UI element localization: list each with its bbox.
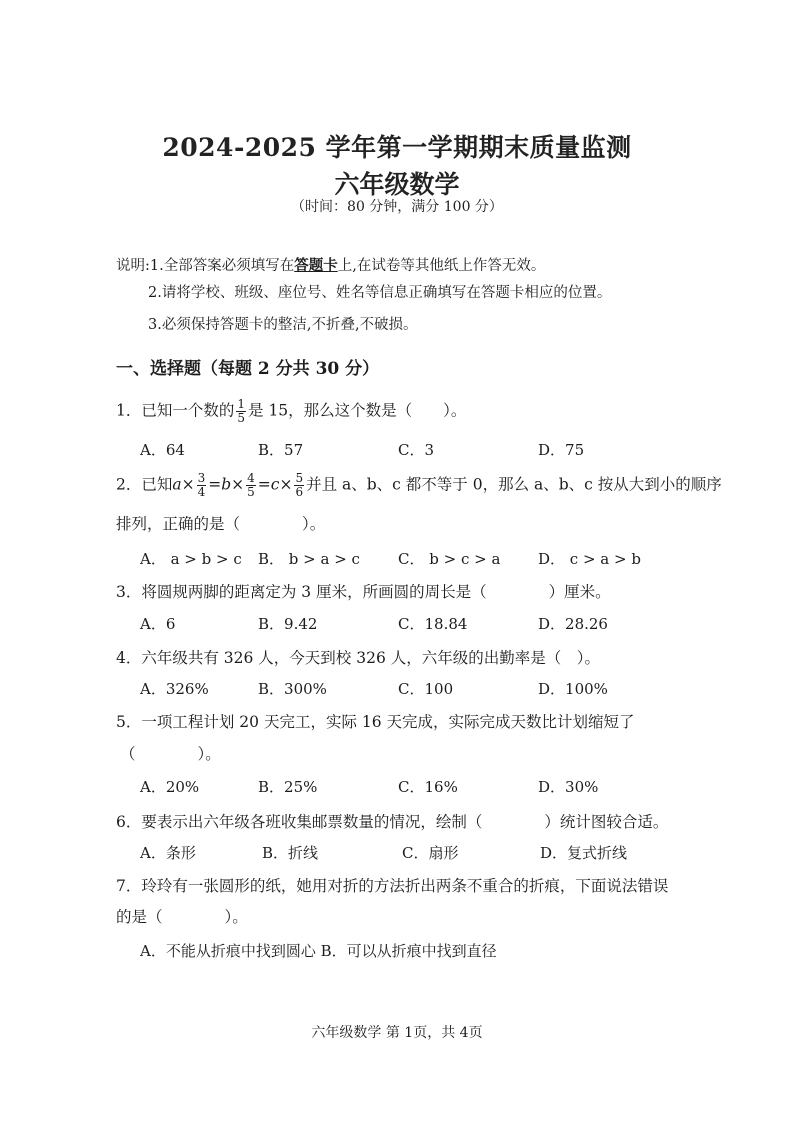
q5-option-c: C．16%: [398, 778, 458, 796]
q5-option-b: B．25%: [258, 778, 318, 796]
q1-option-d: D．75: [538, 441, 585, 459]
q1-text-post: 是 15，那么这个数是（ ）。: [248, 401, 467, 420]
q2-frac2-num: 4: [247, 471, 255, 485]
q1-option-b: B．57: [258, 441, 304, 459]
answer-card-emphasis: 答题卡: [294, 257, 338, 274]
exam-subtitle: 六年级数学: [334, 170, 460, 199]
question-6: 6．要表示出六年级各班收集邮票数量的情况，绘制（ ）统计图较合适。: [116, 813, 669, 831]
exam-title: 2024-2025 学年第一学期期末质量监测: [162, 133, 632, 162]
q4-option-b: B．300%: [258, 680, 327, 698]
q2-fraction-3: [294, 472, 304, 499]
q3-option-a: A．6: [140, 615, 176, 633]
q7-line-2: 的是（ ）。: [116, 908, 248, 926]
q2-expr-c: =c×: [257, 475, 293, 494]
q2-text-a: 2．已知: [116, 475, 173, 494]
q4-option-d: D．100%: [538, 680, 608, 698]
q1-frac-num: 1: [237, 397, 246, 411]
question-2: [116, 472, 722, 499]
q1-text-pre: 1．已知一个数的: [116, 401, 235, 420]
q2-frac3-den: 6: [295, 485, 304, 499]
q3-option-c: C．18.84: [398, 615, 468, 633]
section-title: 一、选择题（每题 2 分共 30 分）: [116, 359, 380, 379]
q2-frac2-den: 5: [247, 485, 255, 499]
q1-option-a: A．64: [140, 441, 185, 459]
question-3: 3．将圆规两脚的距离定为 3 厘米，所画圆的周长是（ ）厘米。: [116, 583, 611, 601]
q6-option-b: B．折线: [262, 844, 319, 862]
instruction-2: 2.请将学校、班级、座位号、姓名等信息正确填写在答题卡相应的位置。: [148, 285, 612, 301]
q2-line-2: 排列，正确的是（ ）。: [116, 515, 326, 533]
time-note: （时间：80 分钟，满分 100 分）: [291, 199, 503, 215]
q6-option-c: C．扇形: [402, 844, 459, 862]
page-footer: 六年级数学 第 1页，共 4页: [311, 1025, 483, 1041]
q4-option-a: A．326%: [140, 680, 209, 698]
q3-option-d: D．28.26: [538, 615, 608, 633]
q2-option-a: A． a > b > c: [140, 550, 242, 568]
q2-text-post: 并且 a、b、c 都不等于 0，那么 a、b、c 按从大到小的顺序: [306, 475, 722, 494]
q6-option-a: A．条形: [140, 844, 196, 862]
q2-frac1-den: 4: [197, 485, 206, 499]
q1-fraction: [236, 398, 246, 425]
q3-option-b: B．9.42: [258, 615, 318, 633]
q2-expr-b: =b×: [208, 475, 245, 494]
q7-options: A．不能从折痕中找到圆心 B．可以从折痕中找到直径: [140, 942, 497, 960]
q2-frac1-num: 3: [197, 471, 206, 485]
q2-expr-a: a×: [172, 475, 195, 494]
instruction-3: 3.必须保持答题卡的整洁,不折叠,不破损。: [148, 317, 418, 333]
q1-option-c: C．3: [398, 441, 435, 459]
q2-fraction-1: [197, 472, 207, 499]
q2-option-d: D． c > a > b: [538, 550, 641, 568]
q1-frac-den: 5: [237, 411, 246, 425]
q5-option-a: A．20%: [140, 778, 200, 796]
q2-option-c: C． b > c > a: [398, 550, 501, 568]
q6-option-d: D．复式折线: [540, 844, 628, 862]
q5-option-d: D．30%: [538, 778, 599, 796]
q2-option-b: B． b > a > c: [258, 550, 360, 568]
q5-line-2: （ ）。: [120, 745, 221, 763]
question-5: 5．一项工程计划 20 天完工，实际 16 天完成，实际完成天数比计划缩短了: [116, 713, 635, 731]
question-1: [116, 398, 466, 425]
q4-option-c: C．100: [398, 680, 454, 698]
question-4: 4．六年级共有 326 人，今天到校 326 人，六年级的出勤率是（ ）。: [116, 649, 600, 667]
q2-frac3-num: 5: [295, 471, 304, 485]
instruction-1-suffix: 上,在试卷等其他纸上作答无效。: [337, 258, 546, 274]
q2-fraction-2: [246, 472, 256, 499]
instruction-1-prefix: 说明:1.全部答案必须填写在: [116, 258, 295, 274]
instruction-1: [116, 254, 545, 275]
question-7: 7．玲玲有一张圆形的纸，她用对折的方法折出两条不重合的折痕，下面说法错误: [116, 877, 669, 895]
